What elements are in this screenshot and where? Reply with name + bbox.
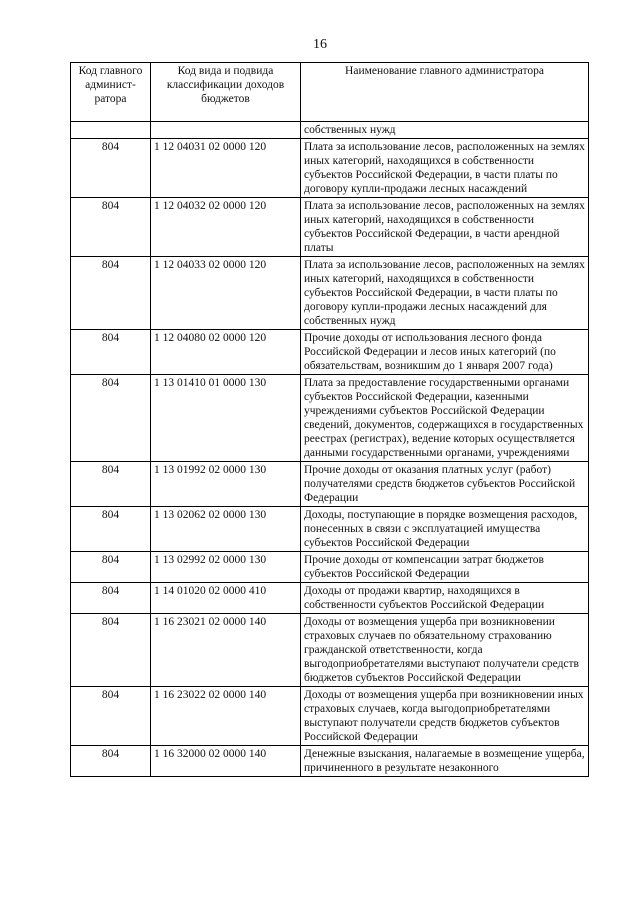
admin-code-cell: 804 <box>71 375 151 462</box>
table-row <box>71 583 589 614</box>
admin-code-cell: 804 <box>71 614 151 687</box>
income-code-cell: 1 13 01992 02 0000 130 <box>151 462 301 507</box>
admin-code-cell: 804 <box>71 257 151 330</box>
admin-code-cell: 804 <box>71 687 151 746</box>
admin-code-cell: 804 <box>71 507 151 552</box>
name-cell: Доходы от продажи квартир, находящихся в собственности субъектов Российской Федерации <box>301 583 589 614</box>
admin-code-cell: 804 <box>71 462 151 507</box>
table-row <box>71 257 589 330</box>
admin-code-cell: 804 <box>71 552 151 583</box>
income-code-cell: 1 13 02062 02 0000 130 <box>151 507 301 552</box>
admin-code-cell: 804 <box>71 198 151 257</box>
admin-code-cell: 804 <box>71 139 151 198</box>
name-cell: Плата за использование лесов, расположенных на землях иных категорий, находящихся в собственности субъектов Российской Федерации, в части платы по договору купли-продажи лесных насаждений для собственных нужд <box>301 257 589 330</box>
income-code-cell: 1 12 04033 02 0000 120 <box>151 257 301 330</box>
name-cell: Плата за использование лесов, расположенных на землях иных категорий, находящихся в собственности субъектов Российской Федерации, в части платы по договору купли-продажи лесных насаждений <box>301 139 589 198</box>
table-row <box>71 122 589 139</box>
header-name: Наименование главного администратора <box>301 63 589 122</box>
income-code-cell: 1 12 04031 02 0000 120 <box>151 139 301 198</box>
page-number: 16 <box>313 37 327 52</box>
admin-code-cell: 804 <box>71 583 151 614</box>
admin-code-cell: 804 <box>71 330 151 375</box>
name-cell: Прочие доходы от оказания платных услуг (работ) получателями средств бюджетов субъектов Российской Федерации <box>301 462 589 507</box>
income-code-cell: 1 16 32000 02 0000 140 <box>151 746 301 777</box>
name-cell: Доходы от возмещения ущерба при возникновении иных страховых случаев, когда выгодоприобретателями выступают получатели средств бюджетов субъектов Российской Федерации <box>301 687 589 746</box>
table-row <box>71 746 589 777</box>
income-code-cell: 1 16 23021 02 0000 140 <box>151 614 301 687</box>
name-cell: собственных нужд <box>301 122 589 139</box>
table-row <box>71 507 589 552</box>
income-code-cell: 1 13 01410 01 0000 130 <box>151 375 301 462</box>
name-cell: Прочие доходы от использования лесного фонда Российской Федерации и лесов иных категорий (по обязательствам, возникшим до 1 января 2007 года) <box>301 330 589 375</box>
admin-code-cell <box>71 122 151 139</box>
income-code-cell: 1 12 04032 02 0000 120 <box>151 198 301 257</box>
income-code-cell: 1 14 01020 02 0000 410 <box>151 583 301 614</box>
table-header-row <box>71 63 589 122</box>
table-row <box>71 198 589 257</box>
name-cell: Денежные взыскания, налагаемые в возмещение ущерба, причиненного в результате незаконного <box>301 746 589 777</box>
name-cell: Доходы от возмещения ущерба при возникновении страховых случаев по обязательному страхованию гражданской ответственности, когда выгодоприобретателями выступают получатели средств бюджетов субъектов Российской Федерации <box>301 614 589 687</box>
administrators-table <box>70 62 589 777</box>
table-body <box>71 122 589 777</box>
header-admin-code: Код главного админист-ратора <box>71 63 151 122</box>
name-cell: Прочие доходы от компенсации затрат бюджетов субъектов Российской Федерации <box>301 552 589 583</box>
income-code-cell: 1 12 04080 02 0000 120 <box>151 330 301 375</box>
table-row <box>71 330 589 375</box>
income-code-cell: 1 13 02992 02 0000 130 <box>151 552 301 583</box>
table-row <box>71 139 589 198</box>
table-row <box>71 552 589 583</box>
table-row <box>71 375 589 462</box>
income-code-cell: 1 16 23022 02 0000 140 <box>151 687 301 746</box>
name-cell: Плата за использование лесов, расположенных на землях иных категорий, находящихся в собственности субъектов Российской Федерации, в части арендной платы <box>301 198 589 257</box>
header-income-code: Код вида и подвида классификации доходов бюджетов <box>151 63 301 122</box>
admin-code-cell: 804 <box>71 746 151 777</box>
table-row <box>71 462 589 507</box>
name-cell: Доходы, поступающие в порядке возмещения расходов, понесенных в связи с эксплуатацией имущества субъектов Российской Федерации <box>301 507 589 552</box>
table-row <box>71 687 589 746</box>
table-row <box>71 614 589 687</box>
income-code-cell <box>151 122 301 139</box>
name-cell: Плата за предоставление государственными органами субъектов Российской Федерации, казенными учреждениями субъектов Российской Федерации сведений, документов, содержащихся в государственных реестрах (регистрах), ведение которых осуществляется данными государственными органами, учреждениями <box>301 375 589 462</box>
